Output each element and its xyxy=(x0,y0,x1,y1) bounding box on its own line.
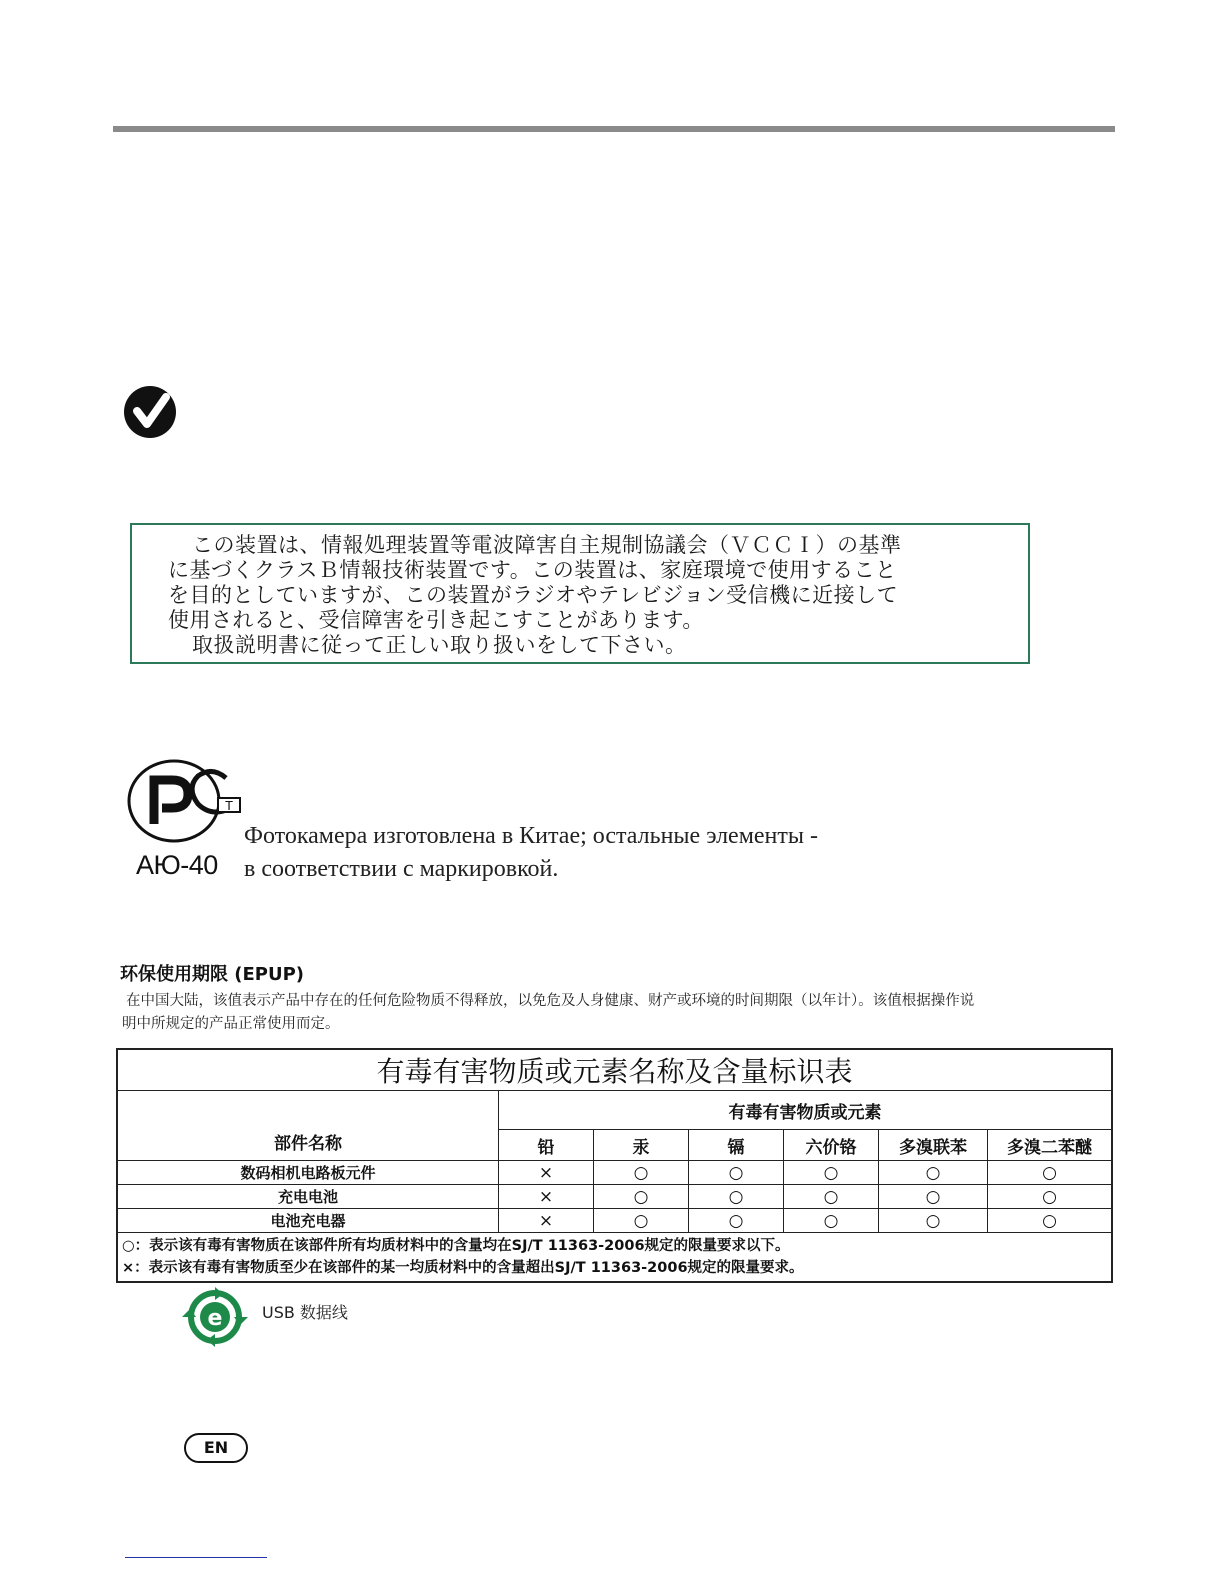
vcci-line: に基づくクラスＢ情報技術装置です。この装置は、家庭環境で使用すること xyxy=(168,558,897,582)
usb-cable-label: USB 数据线 xyxy=(262,1303,348,1322)
substance-header: 汞 xyxy=(594,1130,689,1161)
c-tick-compliance-icon xyxy=(122,384,178,440)
mark-cell: ○ xyxy=(879,1161,988,1185)
vcci-line: 取扱説明書に従って正しい取り扱いをして下さい。 xyxy=(192,633,687,657)
mark-cell: ○ xyxy=(879,1209,988,1233)
mark-cell: ○ xyxy=(689,1161,784,1185)
epup-title: 环保使用期限 (EPUP) xyxy=(120,964,305,985)
gost-certificate-code: АЮ-40 xyxy=(136,850,218,880)
environment-protection-use-period-icon xyxy=(182,1287,248,1347)
epup-description xyxy=(122,990,1116,1036)
substance-header: 六价铬 xyxy=(784,1130,879,1161)
part-name-cell: 充电电池 xyxy=(117,1185,499,1209)
mark-cell: ○ xyxy=(594,1209,689,1233)
substance-header: 多溴联苯 xyxy=(879,1130,988,1161)
part-name-header: 部件名称 xyxy=(117,1091,499,1161)
mark-cell: ○ xyxy=(988,1185,1113,1209)
mark-cell: ○ xyxy=(594,1185,689,1209)
table-title: 有毒有害物质或元素名称及含量标识表 xyxy=(117,1049,1112,1091)
language-badge: EN xyxy=(184,1433,248,1463)
substance-group-header: 有毒有害物质或元素 xyxy=(499,1091,1113,1130)
footer-link-underline[interactable] xyxy=(125,1557,267,1558)
mark-cell: ○ xyxy=(689,1185,784,1209)
mark-cell: ○ xyxy=(784,1185,879,1209)
vcci-line: を目的としていますが、この装置がラジオやテレビジョン受信機に近接して xyxy=(168,583,899,607)
note-cross: ×：表示该有毒有害物质至少在该部件的某一均质材料中的含量超出SJ/T 11363-2006规定的限量要求。 xyxy=(122,1260,804,1276)
gost-text-line: в соответствии с маркировкой. xyxy=(244,856,559,882)
mark-cell: ○ xyxy=(784,1161,879,1185)
note-circle: ○：表示该有毒有害物质在该部件所有均质材料中的含量均在SJ/T 11363-2006规定的限量要求以下。 xyxy=(122,1238,790,1254)
substance-header: 镉 xyxy=(689,1130,784,1161)
table-notes xyxy=(117,1233,1112,1283)
mark-cell: ○ xyxy=(879,1185,988,1209)
mark-cell: × xyxy=(499,1185,594,1209)
mark-cell: × xyxy=(499,1209,594,1233)
table-row xyxy=(117,1161,1112,1185)
vcci-notice-box xyxy=(130,523,1030,664)
header-rule xyxy=(113,126,1115,132)
svg-text:e: e xyxy=(207,1306,223,1331)
gost-origin-text xyxy=(244,820,818,886)
mark-cell: ○ xyxy=(689,1209,784,1233)
substance-header: 多溴二苯醚 xyxy=(988,1130,1113,1161)
gost-text-line: Фотокамера изготовлена в Китае; остальные элементы - xyxy=(244,823,818,849)
mark-cell: ○ xyxy=(988,1161,1113,1185)
mark-cell: ○ xyxy=(594,1161,689,1185)
svg-text:T: T xyxy=(225,799,233,813)
substance-header: 铅 xyxy=(499,1130,594,1161)
table-row xyxy=(117,1185,1112,1209)
table-row xyxy=(117,1209,1112,1233)
vcci-line: この装置は、情報処理装置等電波障害自主規制協議会（ＶＣＣＩ）の基準 xyxy=(192,533,902,557)
part-name-cell: 电池充电器 xyxy=(117,1209,499,1233)
gost-pct-logo-icon xyxy=(126,758,242,844)
mark-cell: ○ xyxy=(784,1209,879,1233)
part-name-cell: 数码相机电路板元件 xyxy=(117,1161,499,1185)
mark-cell: ○ xyxy=(988,1209,1113,1233)
hazardous-substance-table xyxy=(116,1048,1113,1283)
vcci-line: 使用されると、受信障害を引き起こすことがあります。 xyxy=(168,608,704,632)
epup-desc-line: 在中国大陆，该值表示产品中存在的任何危险物质不得释放，以免危及人身健康、财产或环境的时间期限（以年计）。该值根据操作说 xyxy=(126,993,975,1009)
mark-cell: × xyxy=(499,1161,594,1185)
epup-desc-line: 明中所规定的产品正常使用而定。 xyxy=(122,1016,340,1032)
